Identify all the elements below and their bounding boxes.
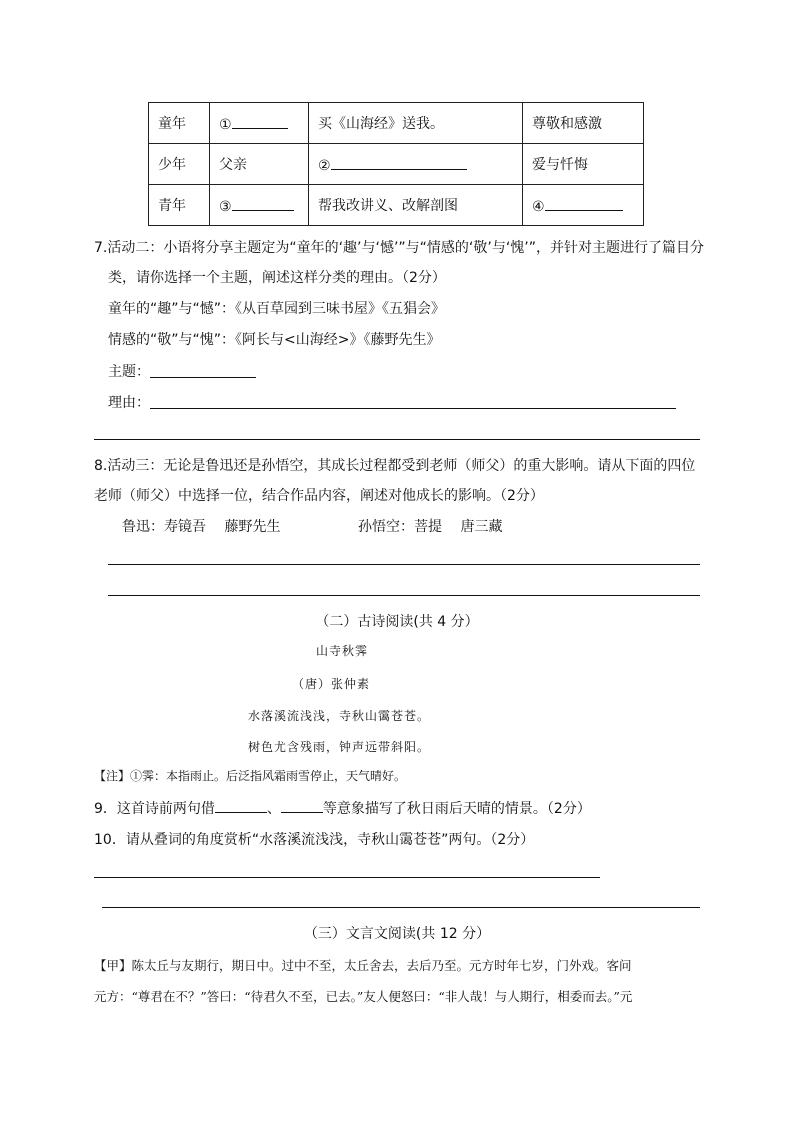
q10-prompt: 10．请从叠词的角度赏析“水落溪流浅浅，寺秋山霭苍苍”两句。（2分） [94, 832, 535, 848]
event-text: 买《山海经》送我。 [318, 116, 444, 132]
table-row [149, 185, 644, 226]
stage-label: 青年 [158, 198, 186, 214]
q9-blank-1[interactable] [215, 798, 267, 813]
table-cell [309, 185, 523, 226]
q7-reason-label: 理由： [108, 395, 150, 411]
classical-passage-line-2: 元方：“尊君在不？”答曰：“待君久不至，已去。”友人便怒曰：“非人哉！与人期行，相委而去。”元 [94, 989, 633, 1004]
classical-section-heading: （三）文言文阅读(共 12 分） [303, 926, 491, 942]
q9-prompt [94, 798, 591, 818]
blank-number: ① [219, 116, 232, 133]
table-cell [149, 185, 210, 226]
table-cell [523, 144, 644, 185]
feeling-text: 爱与忏悔 [532, 157, 588, 173]
poem-title: 山寺秋霁 [316, 644, 369, 658]
q7-theme-2: 情感的“敬”与“愧”：《阿长与<山海经>》《藤野先生》 [108, 332, 441, 348]
q7-theme-1: 童年的“趣”与“憾”：《从百草园到三味书屋》《五猖会》 [108, 301, 446, 317]
q8-answer-line-1[interactable] [108, 564, 700, 565]
q9-suffix: 等意象描写了秋日雨后天晴的情景。（2分） [322, 801, 591, 817]
table-row [149, 103, 644, 144]
q8-options-sunwukong: 孙悟空：菩提 唐三藏 [358, 519, 503, 535]
poem-section-heading: （二）古诗阅读(共 4 分） [315, 614, 479, 630]
q8-prompt-line2: 老师（师父）中选择一位，结合作品内容，阐述对他成长的影响。（2分） [94, 488, 544, 504]
poem-note: 【注】①霁：本指雨止。后泛指风霜雨雪停止，天气晴好。 [94, 769, 407, 783]
table-cell [149, 144, 210, 185]
q10-answer-line-2[interactable] [102, 907, 700, 908]
q8-options-luxun: 鲁迅：寿镜吾 藤野先生 [122, 519, 281, 535]
q7-prompt-line1: 7.活动二：小语将分享主题定为“童年的‘趣’与‘憾’”与“情感的‘敬’与‘愧’”，并针对主题进行了篇目分 [94, 240, 704, 256]
event-text: 帮我改讲义、改解剖图 [318, 198, 458, 214]
q8-answer-line-2[interactable] [108, 595, 700, 596]
blank-number: ② [318, 157, 331, 174]
poem-line-2: 树色尤含残雨，钟声远带斜阳。 [248, 740, 431, 754]
q7-reason-answer-line-2[interactable] [94, 439, 700, 440]
table-cell [210, 103, 309, 144]
q7-topic-answer-line[interactable] [150, 377, 256, 378]
q10-answer-line-1[interactable] [94, 877, 600, 878]
table-row [149, 144, 644, 185]
answer-blank[interactable] [331, 155, 467, 170]
classical-passage-line-1: 【甲】陈太丘与友期行，期日中。过中不至，太丘舍去，去后乃至。元方时年七岁，门外戏。客问 [94, 958, 632, 973]
feeling-text: 尊敬和感激 [532, 116, 602, 132]
q9-blank-2[interactable] [281, 798, 323, 813]
character-table [148, 102, 644, 226]
person-text: 父亲 [219, 157, 247, 173]
q7-prompt-line2: 类，请你选择一个主题，阐述这样分类的理由。（2分） [108, 270, 446, 286]
poem-author: （唐）张仲素 [292, 677, 371, 691]
q7-reason-answer-line[interactable] [150, 408, 676, 409]
q9-prefix: 9．这首诗前两句借 [94, 801, 215, 817]
stage-label: 童年 [158, 116, 186, 132]
table-cell [309, 144, 523, 185]
answer-blank[interactable] [232, 114, 288, 129]
table-cell [523, 185, 644, 226]
blank-number: ④ [532, 198, 545, 215]
table-cell [210, 144, 309, 185]
q7-topic-label: 主题： [108, 364, 150, 380]
q9-separator: 、 [266, 801, 281, 817]
table-cell [149, 103, 210, 144]
stage-label: 少年 [158, 157, 186, 173]
table-cell [210, 185, 309, 226]
answer-blank[interactable] [545, 196, 623, 211]
blank-number: ③ [219, 198, 232, 215]
table-cell [309, 103, 523, 144]
q8-prompt-line1: 8.活动三：无论是鲁迅还是孙悟空，其成长过程都受到老师（师父）的重大影响。请从下面的四位 [94, 458, 696, 474]
poem-line-1: 水落溪流浅浅，寺秋山霭苍苍。 [248, 709, 431, 723]
table-cell [523, 103, 644, 144]
answer-blank[interactable] [232, 196, 294, 211]
